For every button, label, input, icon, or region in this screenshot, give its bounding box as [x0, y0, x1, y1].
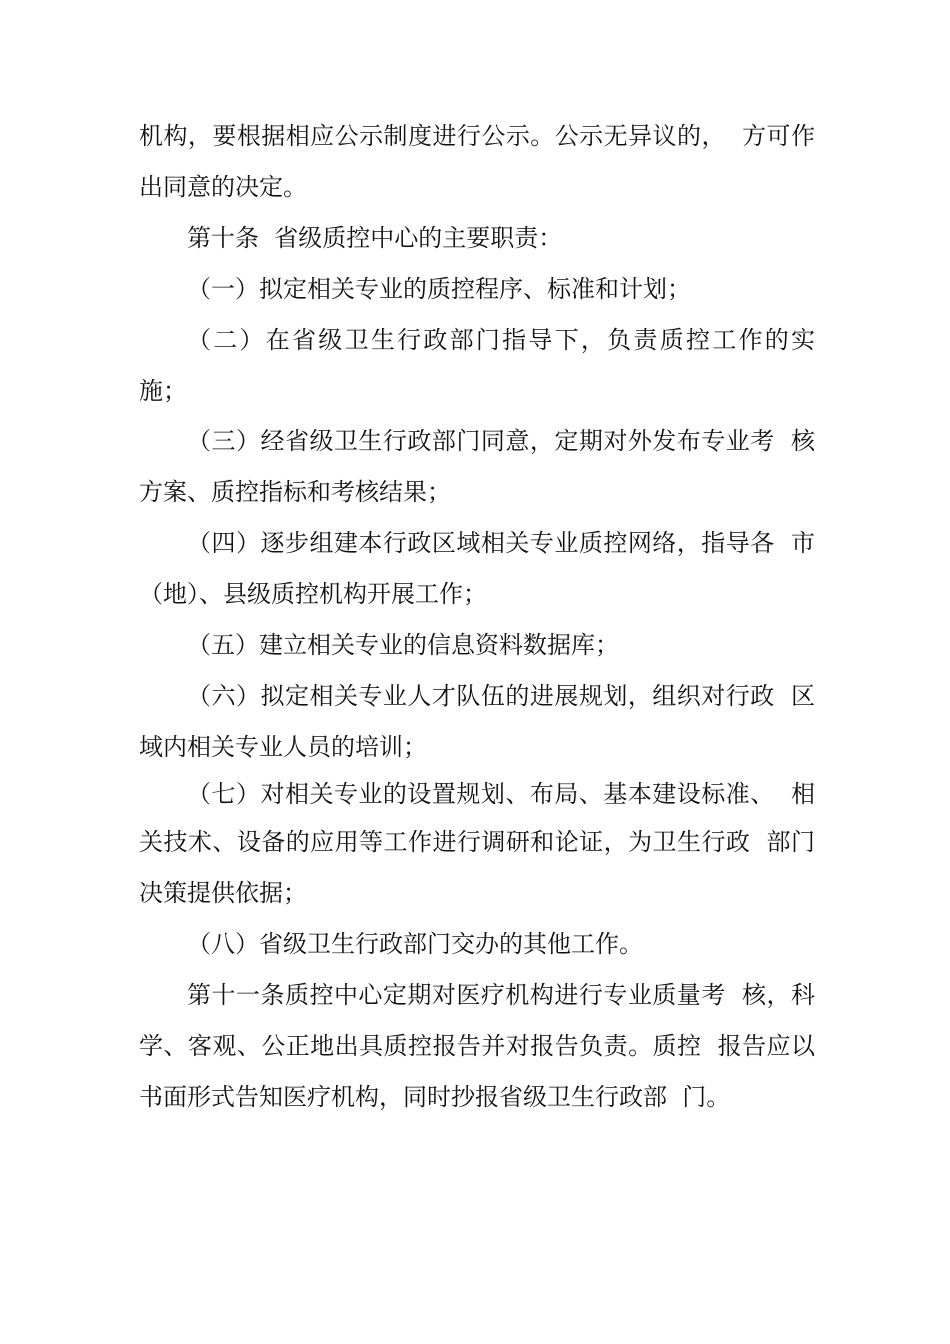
paragraph-line: 机构，要根据相应公示制度进行公示。公示无异议的， 方可作	[139, 122, 815, 150]
list-item: （七）对相关专业的设置规划、布局、基本建设标准、 相	[187, 780, 815, 808]
list-item: （三）经省级卫生行政部门同意，定期对外发布专业考 核	[187, 427, 815, 455]
list-item: （一）拟定相关专业的质控程序、标准和计划；	[187, 275, 691, 303]
paragraph-line: 出同意的决定。	[139, 173, 307, 201]
paragraph-line: 施；	[139, 377, 187, 405]
list-item: （八）省级卫生行政部门交办的其他工作。	[187, 930, 643, 958]
list-item: （四）逐步组建本行政区域相关专业质控网络，指导各 市	[187, 529, 815, 557]
paragraph-line: 方案、质控指标和考核结果；	[139, 478, 451, 506]
paragraph-line: 学、客观、公正地出具质控报告并对报告负责。质控 报告应以	[139, 1032, 815, 1060]
article-heading: 第十一条质控中心定期对医疗机构进行专业质量考 核，科	[187, 981, 815, 1009]
list-item: （六）拟定相关专业人才队伍的进展规划，组织对行政 区	[187, 682, 815, 710]
paragraph-line: （地）、县级质控机构开展工作；	[139, 580, 487, 608]
list-item: （二）在省级卫生行政部门指导下，负责质控工作的实	[187, 326, 815, 354]
article-heading: 第十条 省级质控中心的主要职责：	[187, 224, 563, 252]
paragraph-line: 关技术、设备的应用等工作进行调研和论证，为卫生行政 部门	[139, 828, 815, 856]
paragraph-line: 决策提供依据；	[139, 879, 307, 907]
paragraph-line: 域内相关专业人员的培训；	[139, 733, 427, 761]
paragraph-line: 书面形式告知医疗机构，同时抄报省级卫生行政部 门。	[139, 1083, 731, 1111]
list-item: （五）建立相关专业的信息资料数据库；	[187, 631, 619, 659]
